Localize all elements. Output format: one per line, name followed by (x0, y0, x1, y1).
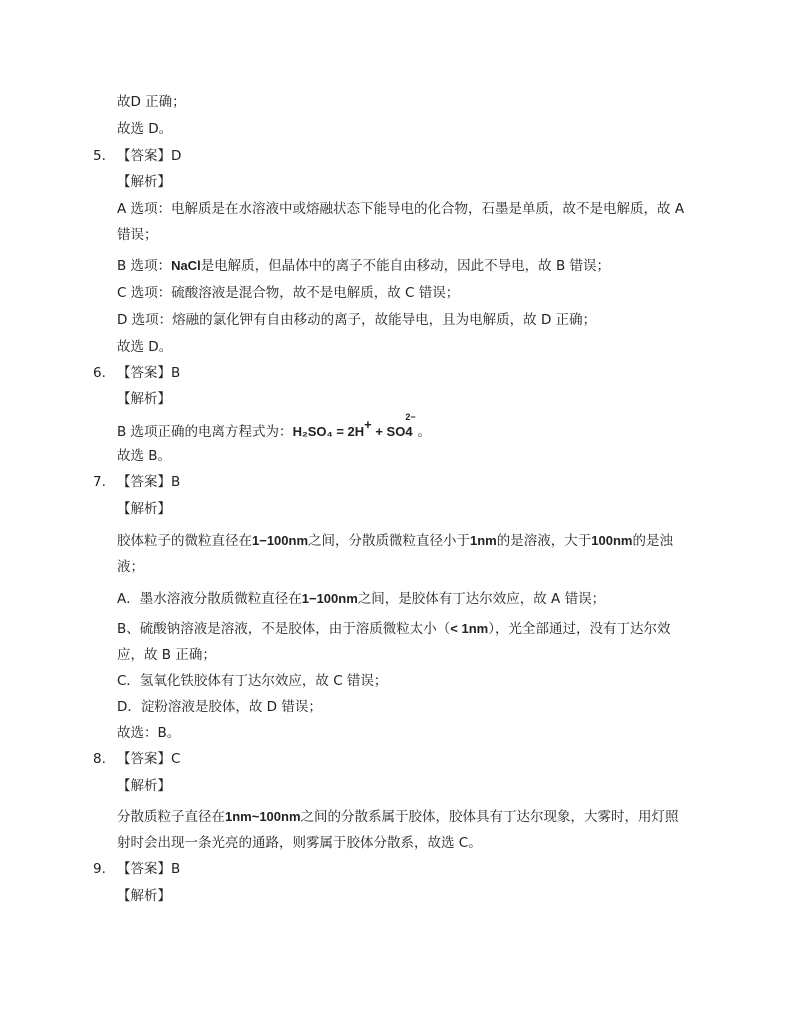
q5-answer: 【答案】D (117, 148, 182, 164)
q7-number: 7. (93, 474, 106, 490)
q6-equation-h2so4: H₂SO₄ = 2H (292, 424, 365, 439)
q8-number: 8. (93, 751, 106, 767)
q5-option-b-prefix: B 选项： (117, 258, 172, 274)
q7-option-a-formula: 1−100nm (301, 591, 358, 606)
q6-analysis-heading: 【解析】 (117, 391, 171, 407)
q5-number: 5. (93, 148, 106, 164)
q7-option-a-prefix: A．墨水溶液分散质微粒直径在 (117, 591, 302, 607)
q6-equation-so4: + SO (371, 424, 406, 439)
q7-p1-formula-1nm: 1nm (470, 533, 497, 548)
q5-choose: 故选 D。 (117, 339, 173, 355)
q6-h-charge: + (364, 416, 372, 432)
q7-option-b-formula: < 1nm (450, 621, 489, 636)
q7-option-b-line1 (117, 619, 670, 639)
q8-paragraph-line1 (117, 807, 679, 827)
q8-text-a: 分散质粒子直径在 (117, 809, 225, 825)
q5-option-a-line2: 错误； (117, 227, 158, 243)
q7-answer: 【答案】B (117, 474, 181, 490)
q8-paragraph-line2: 射时会出现一条光亮的通路，则雾属于胶体分散系，故选 C。 (117, 835, 482, 851)
q6-answer: 【答案】B (117, 365, 181, 381)
q7-choose: 故选：B。 (117, 725, 181, 741)
q7-p1-formula-100nm: 100nm (591, 533, 633, 548)
q7-option-c: C．氢氧化铁胶体有丁达尔效应，故 C 错误； (117, 673, 388, 689)
q7-option-b-prefix: B、硫酸钠溶液是溶液，不是胶体，由于溶质微粒太小（ (117, 621, 451, 637)
q6-equation-prefix: B 选项正确的电离方程式为： (117, 424, 293, 440)
q8-answer: 【答案】C (117, 751, 181, 767)
q7-p1-text-b: 之间，分散质微粒直径小于 (308, 533, 471, 549)
q8-analysis-heading: 【解析】 (117, 778, 171, 794)
q7-p1-formula-range: 1−100nm (252, 533, 309, 548)
q7-option-a (117, 589, 605, 609)
q7-analysis-heading: 【解析】 (117, 501, 171, 517)
q5-option-c: C 选项：硫酸溶液是混合物，故不是电解质，故 C 错误； (117, 285, 460, 301)
q9-answer: 【答案】B (117, 861, 181, 877)
q6-choose: 故选 B。 (117, 448, 172, 464)
q8-text-b: 之间的分散系属于胶体，胶体具有丁达尔现象，大雾时，用灯照 (300, 809, 679, 825)
q9-analysis-heading: 【解析】 (117, 888, 171, 904)
q5-formula-nacl: NaCl (171, 258, 201, 273)
q5-option-d: D 选项：熔融的氯化钾有自由移动的离子，故能导电，且为电解质，故 D 正确； (117, 312, 597, 328)
q4-line2: 故选 D。 (117, 121, 173, 137)
q5-option-b (117, 256, 610, 276)
q7-option-b-line2: 应，故 B 正确； (117, 647, 216, 663)
q7-option-a-suffix: 之间，是胶体有丁达尔效应，故 A 错误； (357, 591, 606, 607)
q6-equation-end: 。 (417, 424, 431, 440)
q5-option-b-suffix: 是电解质，但晶体中的离子不能自由移动，因此不导电，故 B 错误； (200, 258, 611, 274)
q7-p1-text-c: 的是溶液，大于 (496, 533, 592, 549)
q5-option-a-line1: A 选项：电解质是在水溶液中或熔融状态下能导电的化合物，石墨是单质，故不是电解质，故 A (117, 201, 685, 217)
q8-formula-range: 1nm~100nm (225, 809, 301, 824)
q7-p1-text-a: 胶体粒子的微粒直径在 (117, 533, 252, 549)
q6-so4-subscript: 4 (405, 424, 413, 439)
q9-number: 9. (93, 861, 106, 877)
q6-number: 6. (93, 365, 106, 381)
q7-paragraph-line1 (117, 531, 673, 551)
q4-line1: 故D 正确； (117, 94, 186, 110)
q6-equation-line (117, 412, 431, 442)
q7-p1-text-d: 的是浊 (632, 533, 673, 549)
q6-so4-ion (405, 412, 417, 442)
q7-option-b-suffix: ），光全部通过，没有丁达尔效 (488, 621, 671, 637)
q5-analysis-heading: 【解析】 (117, 174, 171, 190)
q7-paragraph-line2: 液； (117, 559, 144, 575)
q7-option-d: D．淀粉溶液是胶体，故 D 错误； (117, 699, 322, 715)
q6-so4-charge: 2− (405, 412, 416, 422)
